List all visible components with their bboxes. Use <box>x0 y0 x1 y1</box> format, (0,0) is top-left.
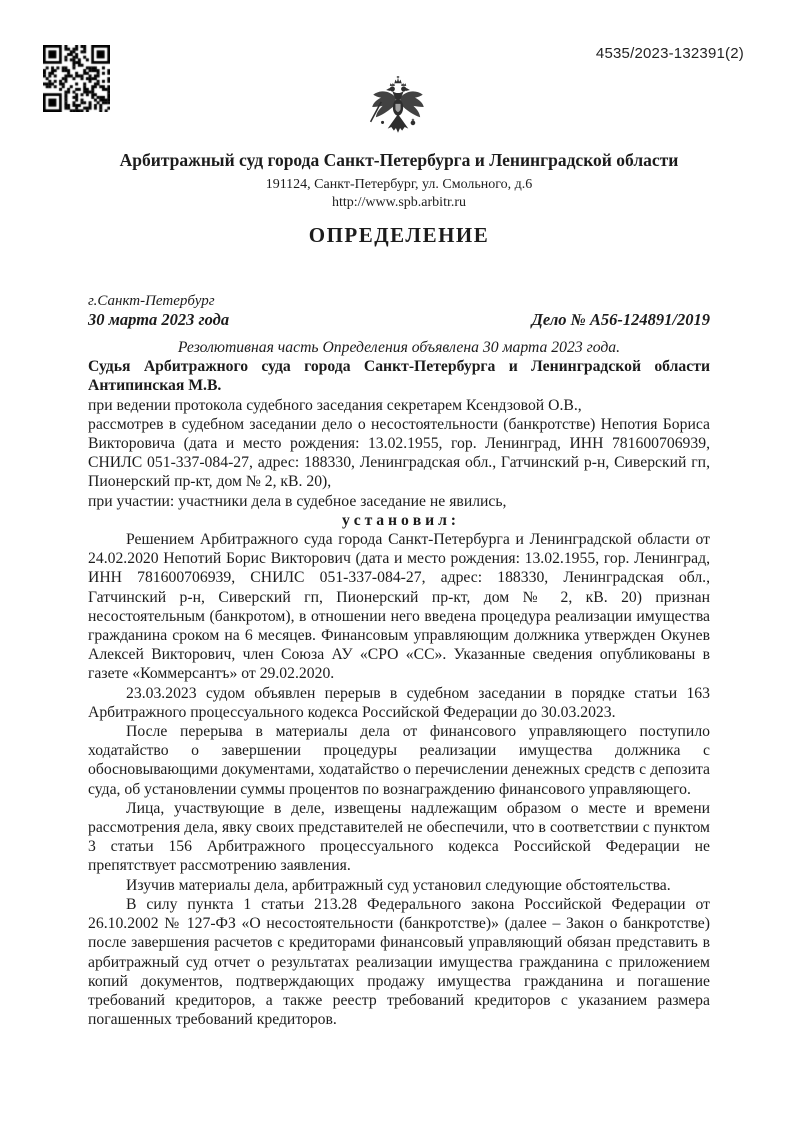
court-website: http://www.spb.arbitr.ru <box>331 195 467 210</box>
document-number: 4535/2023-132391(2) <box>595 45 744 62</box>
ustanovil-line: у с т а н о в и л : <box>341 511 457 529</box>
ruling-date: 30 марта 2023 года <box>88 310 230 329</box>
case-number: Дело № А56-124891/2019 <box>531 310 710 329</box>
body-paragraph: После перерыва в материалы дела от финансового управляющего поступило ходатайство о завершении процедуры реализации имущества должника с обосновывающими документами, ходатайство о перечислении денежных средств с депозита суда, об установлении суммы процентов по вознаграждению финансового управляющего. <box>88 723 710 798</box>
place-line: г.Санкт-Петербург <box>88 293 215 309</box>
judge-line: Судья Арбитражного суда города Санкт-Петербурга и Ленинградской области Антипинская М.В. <box>88 358 710 395</box>
body-paragraph: 23.03.2023 судом объявлен перерыв в судебном заседании в порядке статьи 163 Арбитражного процессуального кодекса Российской Федерации до 30.03.2023. <box>88 684 710 721</box>
resolutive-line: Резолютивная часть Определения объявлена 30 марта 2023 года. <box>177 339 621 356</box>
body-paragraph: В силу пункта 1 статьи 213.28 Федерального закона Российской Федерации от 26.10.2002 № 127-ФЗ «О несостоятельности (банкротстве)» (далее – Закон о банкротстве) после завершения расчетов с кредиторами финансовый управляющий обязан представить в арбитражный суд отчет о результатах реализации имущества гражданина с приложением копий документов, подтверждающих продажу имущества гражданина и погашение требований кредиторов, а также реестр требований кредиторов с указанием размера погашенных требований кредиторов. <box>88 895 710 1029</box>
ruling-body <box>88 338 710 1029</box>
body-paragraph: Изучив материалы дела, арбитражный суд установил следующие обстоятельства. <box>126 876 671 894</box>
court-address: 191124, Санкт-Петербург, ул. Смольного, д.6 <box>265 177 533 192</box>
coat-of-arms-icon <box>367 75 429 143</box>
document-title: ОПРЕДЕЛЕНИЕ <box>308 223 490 247</box>
clerk-line: при ведении протокола судебного заседания секретарем Ксендзовой О.В., <box>88 396 582 414</box>
qr-code-icon <box>43 45 110 112</box>
attendance-line: при участии: участники дела в судебное заседание не явились, <box>88 492 507 510</box>
court-name: Арбитражный суд города Санкт-Петербурга и Ленинградской области <box>119 150 679 170</box>
considered-line: рассмотрев в судебном заседании дело о несостоятельности (банкротстве) Непотия Бориса Викторовича (дата и место рождения: 13.02.1955, гор. Ленинград, ИНН 781600706939, СНИЛС 051-337-084-27, адрес: 188330, Ленинградская обл., Гатчинский р-н, Сиверский гп, Пионерский пр-кт, дом № 2, кВ. 20), <box>88 415 710 491</box>
body-paragraph: Лица, участвующие в деле, извещены надлежащим образом о месте и времени рассмотрения дела, явку своих представителей не обеспечили, что в соответствии с пунктом 3 статьи 156 Арбитражного процессуального кодекса Российской Федерации не препятствует рассмотрению заявления. <box>88 799 710 875</box>
date-case-row <box>88 310 710 330</box>
body-paragraph: Решением Арбитражного суда города Санкт-Петербурга и Ленинградской области от 24.02.2020 Непотий Борис Викторович (дата и место рождения: 13.02.1955, гор. Ленинград, ИНН 781600706939, СНИЛС 051-337-084-27, адрес: 188330, Ленинградская обл., Гатчинский р-н, Сиверский гп, Пионерский пр-кт, дом № 2, кВ. 20) признан несостоятельным (банкротом), в отношении него введена процедура реализации имущества гражданина сроком на 6 месяцев. Финансовым управляющим должника утвержден Окунев Алексей Викторович, член Союза АУ «СРО «СС». Указанные сведения опубликованы в газете «Коммерсантъ» от 29.02.2020. <box>88 531 710 683</box>
